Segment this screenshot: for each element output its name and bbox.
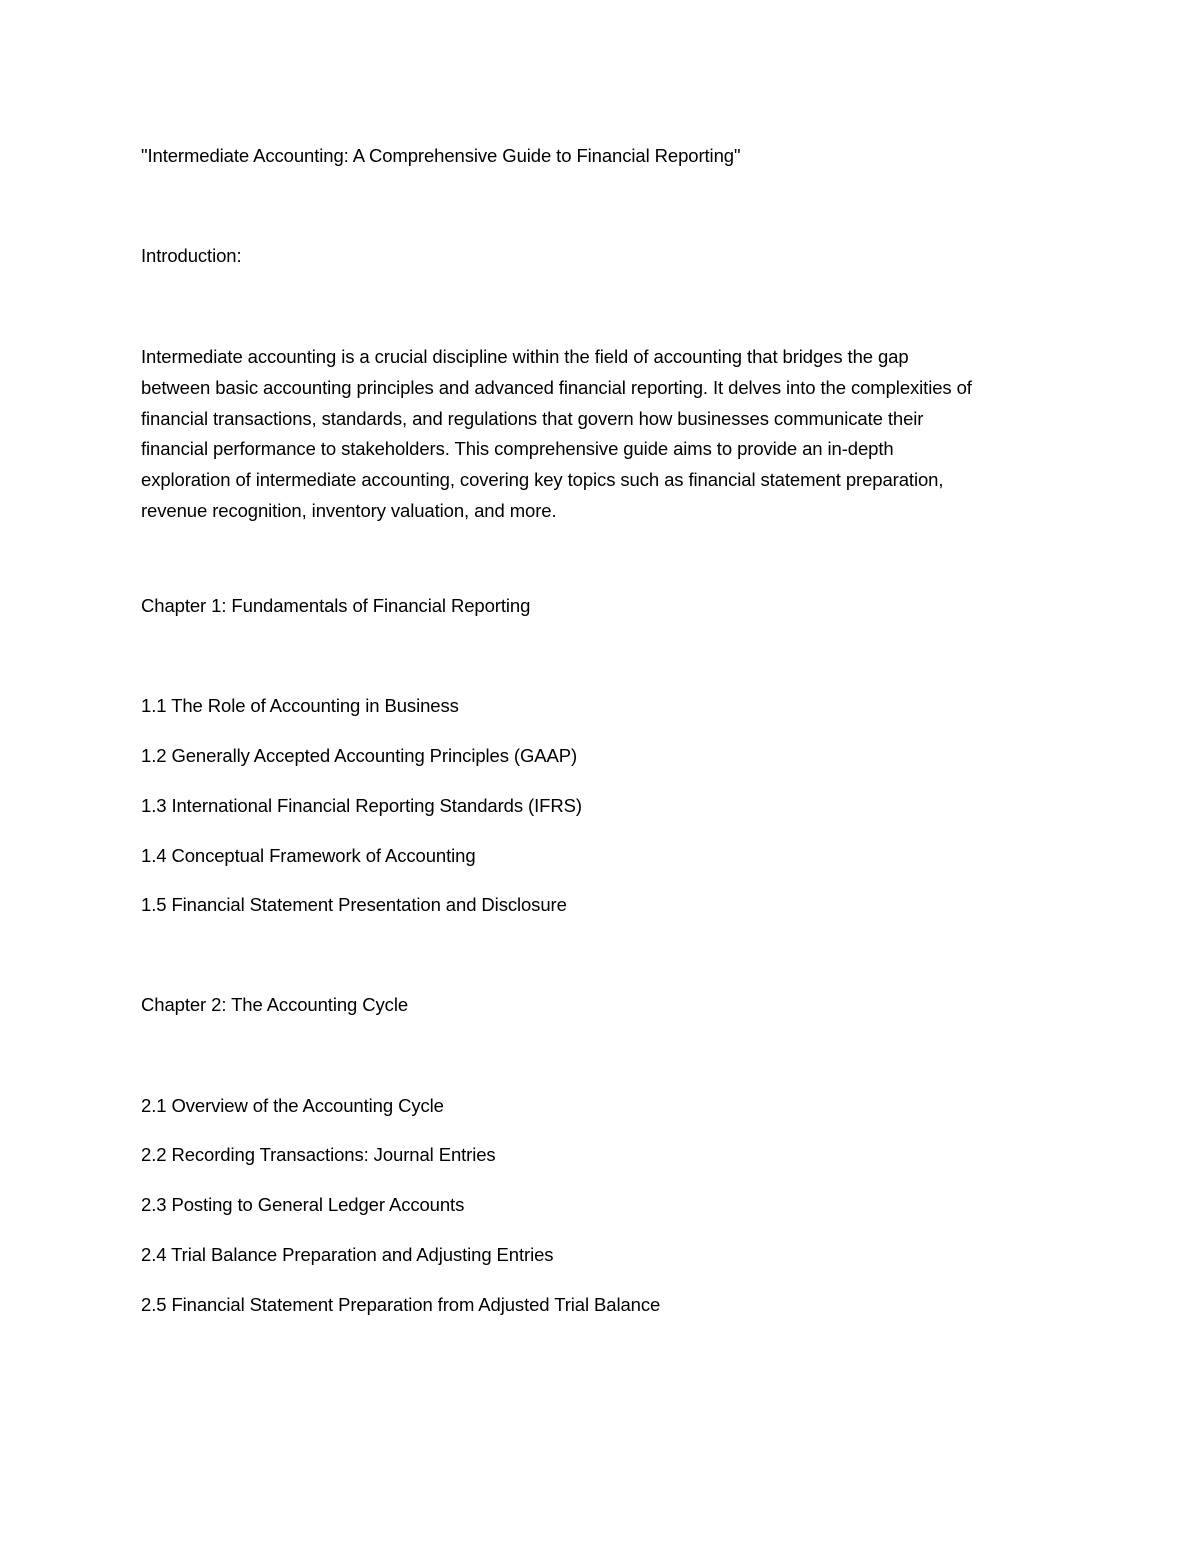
- intro-line: revenue recognition, inventory valuation, and more.: [141, 499, 557, 521]
- intro-heading: Introduction:: [141, 245, 242, 266]
- chapter-2-item: 2.3 Posting to General Ledger Accounts: [141, 1194, 465, 1215]
- intro-line: Intermediate accounting is a crucial discipline within the field of accounting that bridges the gap: [141, 346, 909, 367]
- intro-line: exploration of intermediate accounting, covering key topics such as financial statement preparation,: [141, 469, 944, 491]
- document-title: "Intermediate Accounting: A Comprehensive Guide to Financial Reporting": [141, 145, 741, 166]
- chapter-1-heading: Chapter 1: Fundamentals of Financial Reporting: [141, 595, 531, 616]
- intro-line: between basic accounting principles and advanced financial reporting. It delves into the complexities of: [141, 376, 972, 398]
- intro-line: financial transactions, standards, and regulations that govern how businesses communicate their: [141, 407, 924, 429]
- chapter-1-item: 1.3 International Financial Reporting Standards (IFRS): [141, 795, 582, 816]
- intro-paragraph: [141, 342, 1081, 527]
- chapter-2-item: 2.1 Overview of the Accounting Cycle: [141, 1095, 444, 1116]
- chapter-1-item: 1.5 Financial Statement Presentation and Disclosure: [141, 894, 567, 915]
- chapter-2-heading: Chapter 2: The Accounting Cycle: [141, 994, 409, 1015]
- chapter-2-item: 2.4 Trial Balance Preparation and Adjusting Entries: [141, 1244, 554, 1265]
- chapter-1-item: 1.1 The Role of Accounting in Business: [141, 695, 459, 716]
- chapter-1-item: 1.4 Conceptual Framework of Accounting: [141, 845, 476, 866]
- chapter-2-item: 2.5 Financial Statement Preparation from Adjusted Trial Balance: [141, 1294, 661, 1315]
- intro-line: financial performance to stakeholders. This comprehensive guide aims to provide an in-depth: [141, 438, 894, 460]
- chapter-1-item: 1.2 Generally Accepted Accounting Principles (GAAP): [141, 745, 578, 766]
- chapter-2-item: 2.2 Recording Transactions: Journal Entries: [141, 1144, 496, 1165]
